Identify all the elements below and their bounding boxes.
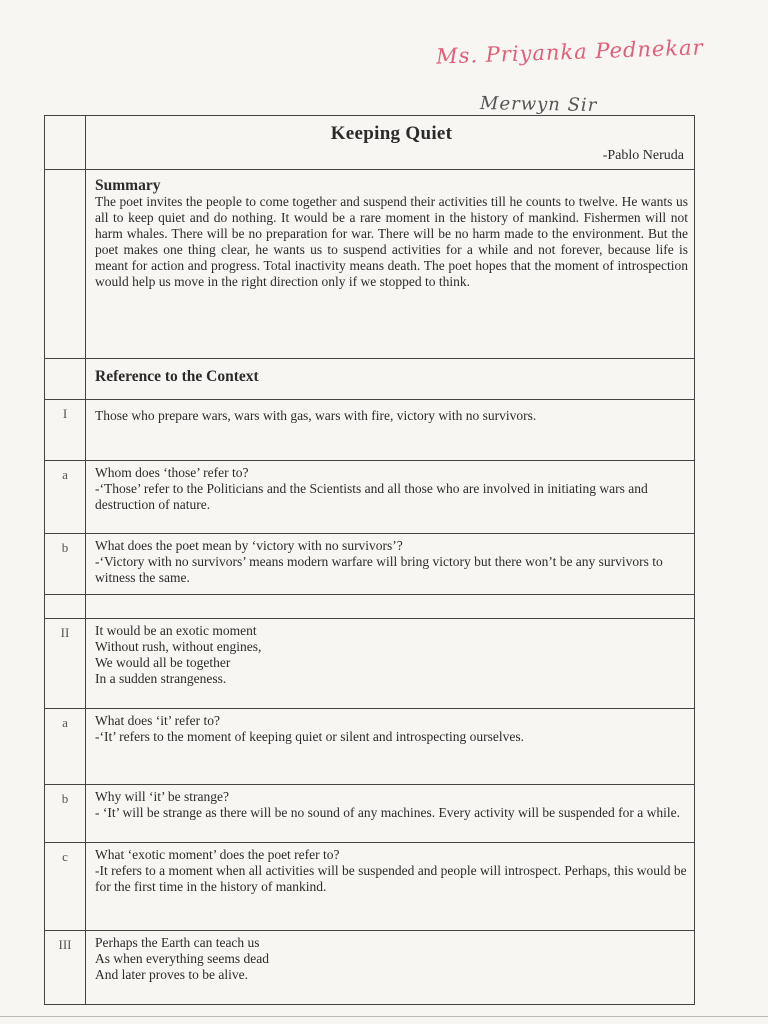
summary-row	[45, 170, 695, 359]
question-text: Why will ‘it’ be strange?	[95, 789, 229, 804]
answer-text: -It refers to a moment when all activities will be suspended and people will introspect. Perhaps, this would be for the first time in the history of mankind.	[95, 863, 687, 894]
num-cell	[45, 359, 86, 400]
handwritten-name: Ms. Priyanka Pednekar	[435, 35, 704, 69]
author: -Pablo Neruda	[602, 148, 684, 163]
num-cell	[45, 170, 86, 359]
worksheet-table	[44, 115, 695, 1005]
question-row	[45, 461, 695, 534]
extract-line: We would all be together	[95, 655, 231, 670]
extract-line: As when everything seems dead	[95, 951, 269, 966]
question-cell	[86, 709, 695, 785]
num-cell	[45, 116, 86, 170]
question-row	[45, 785, 695, 843]
page-title: Keeping Quiet	[330, 123, 453, 144]
question-number: b	[45, 534, 86, 595]
rtc-heading-cell	[86, 359, 695, 400]
answer-text: - ‘It’ will be strange as there will be no sound of any machines. Every activity will be suspended for a while.	[95, 805, 680, 820]
extract-line: And later proves to be alive.	[95, 967, 248, 982]
summary-text: The poet invites the people to come together and suspend their activities till he counts to twelve. He wants us all to keep quiet and do nothing. It would be a rare moment in the history of mankind. Fishermen will not harm whales. There will be no preparation for war. There will be no harm made to the environment. But the poet makes one thing clear, he wants us to suspend activities for a while and not forever, because life is meant for action and progress. Total inactivity means death. The poet hopes that the moment of introspection would help us move in the right direction only if we stopped to think.	[95, 194, 688, 289]
num-cell	[45, 595, 86, 619]
question-number: a	[45, 461, 86, 534]
question-row	[45, 709, 695, 785]
answer-text: -‘Victory with no survivors’ means modern warfare will bring victory but there won’t be any survivors to witness the same.	[95, 554, 663, 585]
question-cell	[86, 461, 695, 534]
extract-number: I	[45, 400, 86, 461]
question-cell	[86, 843, 695, 931]
question-number: b	[45, 785, 86, 843]
question-number: c	[45, 843, 86, 931]
question-cell	[86, 534, 695, 595]
extract-line: In a sudden strangeness.	[95, 671, 227, 686]
question-row	[45, 534, 695, 595]
rtc-heading: Reference to the Context	[95, 368, 259, 385]
extract-cell	[86, 931, 695, 1005]
extract-number: II	[45, 619, 86, 709]
answer-text: -‘It’ refers to the moment of keeping quiet or silent and introspecting ourselves.	[95, 729, 525, 744]
page-edge-line	[0, 1016, 768, 1017]
summary-cell	[86, 170, 695, 359]
handwritten-note: Merwyn Sir	[479, 92, 598, 117]
extract-line: Without rush, without engines,	[95, 639, 262, 654]
extract-row	[45, 400, 695, 461]
question-text: What does ‘it’ refer to?	[95, 713, 220, 728]
extract-row	[45, 619, 695, 709]
question-text: What does the poet mean by ‘victory with no survivors’?	[95, 538, 403, 553]
extract-row	[45, 931, 695, 1005]
question-row	[45, 843, 695, 931]
extract-line: Perhaps the Earth can teach us	[95, 935, 260, 950]
extract-number: III	[45, 931, 86, 1005]
spacer-cell	[86, 595, 695, 619]
title-cell	[86, 116, 695, 170]
extract-cell	[86, 400, 695, 461]
question-text: Whom does ‘those’ refer to?	[95, 465, 249, 480]
answer-text: -‘Those’ refer to the Politicians and the Scientists and all those who are involved in initiating wars and destruction of nature.	[95, 481, 648, 512]
question-number: a	[45, 709, 86, 785]
extract-text: Those who prepare wars, wars with gas, wars with fire, victory with no survivors.	[95, 408, 537, 423]
title-row	[45, 116, 695, 170]
question-text: What ‘exotic moment’ does the poet refer to?	[95, 847, 340, 862]
question-cell	[86, 785, 695, 843]
extract-cell	[86, 619, 695, 709]
summary-heading: Summary	[95, 177, 161, 194]
extract-line: It would be an exotic moment	[95, 623, 257, 638]
rtc-heading-row	[45, 359, 695, 400]
spacer-row	[45, 595, 695, 619]
